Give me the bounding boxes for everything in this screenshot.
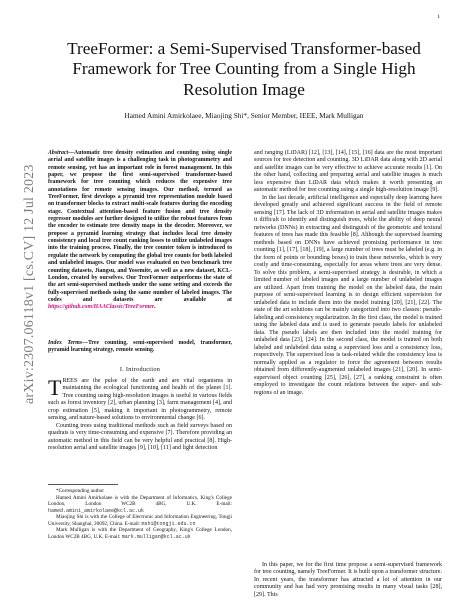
- code-link[interactable]: https://github.com/HAAClassic/TreeFormer: [48, 304, 155, 311]
- abstract-lead: Abstract: [48, 150, 69, 156]
- page-number: 1: [437, 14, 440, 20]
- footnote-author-3: Mark Mulligan is with the Department of Geography, King's College London, London WC2B 4BG, U.K. E-mail:: [48, 527, 232, 540]
- footnote-author-2: Miaojing Shi is with the College of Electronic and Information Engineering, Tongji University, Shanghai, 20092, China. E-mail:: [48, 514, 232, 527]
- footnote-corresponding: *Corresponding author: [56, 488, 104, 494]
- paper-authors: Hamed Amini Amirkolaee, Miaojing Shi*, Senior Member, IEEE, Mark Mulligan: [124, 111, 364, 120]
- email-2[interactable]: mshi@tongji.edu.cn: [141, 520, 196, 527]
- intro-paragraph-1: REES are the pulse of the earth and are vital organisms in maintaining the ecological functioning and health of the planet [1]. Tree counting using high-resolution images is useful in various fields such as forest inventory [2], urban planning [3], farm management [4], and crop estimation [5], making it important in photogrammetry, remote sensing, and nature-based solutions to environmental change [6].: [48, 378, 232, 422]
- paper-title: TreeFormer: a Semi-Supervised Transformer-based Framework for Tree Counting from a Single High Resolution Image: [67, 39, 421, 99]
- footnote-author-1: Hamed Amini Amirkolaee is with the Department of Informatics, King's College London, London WC2B 4BG, U.K. E-mail:: [48, 494, 232, 507]
- col2-paragraph-3: In this paper, we for the first time propose a semi-supervised framework for tree counting, namely TreeFormer. It is built upon a transformer structure. In recent years, the transformer has attracted a lot of attention in our community and has had very promising results in many visual tasks [28], [29]. This: [254, 562, 442, 598]
- section-heading: I. Introduction: [119, 366, 161, 373]
- footnotes: [48, 488, 232, 540]
- abstract-end: .: [154, 304, 156, 311]
- col2-paragraph-1: and ranging (LiDAR) [12], [13], [14], [15], [16] data are the most important sources for tree detection and counting. 3D LiDAR data along with 2D aerial and satellite images can be very effective to achieve accurate results [1]. On the other hand, collecting and preparing aerial and satellite images is much less expensive than LiDAR data which makes it worth presenting an automatic method for tree counting using a single high-resolution image [9].: [254, 150, 442, 194]
- email-1[interactable]: hamed.amini_amirkolaee@kcl.ac.uk: [48, 507, 145, 514]
- col2-paragraph-2: In the last decade, artificial intelligence and especially deep learning have developed greatly and achieved significant success in the field of remote sensing [17]. The lack of 3D information in aerial and satellite images makes it difficult to identify and distinguish trees, while the ability of deep neural networks (DNNs) in extracting and distinguish of the geometric and textural features of trees has made this feasible [8]. Although the supervised learning methods based on DNNs have achieved promising performance in tree counting [1], [17], [18], [19], a large number of trees must be labeled (e.g. in the form of points or bounding boxes) to train these networks, which is very costly and time-consuming, especially for areas where trees are very dense. To solve this problem, a semi-supervised strategy is desirable, in which a limited number of labeled images and a large number of unlabeled images are utilized. Apart from training the model on the labeled data, the main purpose of semi-supervised learning is to design efficient supervision for unlabeled data to include them into the model training [20], [21], [22]. The state of the art solutions can be mainly categorized into two classes: pseudo-labeling and consistency regularization. In the first class, the model is trained using the labeled data and is used to generate pseudo labels for unlabeled data. The pseudo labels are then included into the model training for unlabeled data [23], [24]. In the second class, the model is trained on both labeled and unlabeled data using a supervised loss and a consistency loss, respectively. The supervised loss is task-related while the consistency loss is normally applied as a regulator to force the agreement between results obtained from differently-augmented unlabeled images [21], [20]. In semi-supervised object counting [25], [26], [27], a ranking constraint is often employed to investigate the count relations between the super- and sub-regions of an image.: [254, 194, 442, 396]
- intro-body: [48, 375, 232, 453]
- abstract: [48, 150, 232, 312]
- right-column: [254, 150, 442, 397]
- index-terms-lead: Index Terms: [48, 340, 83, 346]
- index-terms-text: —Tree counting, semi-supervised model, transformer, pyramid learning strategy, remote sensing.: [48, 340, 232, 354]
- email-3[interactable]: mark.mulligan@kcl.ac.uk: [121, 533, 191, 540]
- intro-paragraph-2: Counting trees using traditional methods such as field surveys based on quadrats is very time-consuming and expensive [7]. Therefore providing an automatic method in this field can be very helpful and practical [8]. High-resolution aerial and satellite images [9], [10], [11] and light detection: [48, 422, 232, 452]
- footnote-rule: [48, 484, 118, 485]
- right-column-bottom: [254, 562, 442, 599]
- index-terms: [48, 340, 232, 355]
- arxiv-stamp: arXiv:2307.06118v1 [cs.CV] 12 Jul 2023: [22, 164, 37, 404]
- drop-cap: T: [48, 375, 62, 400]
- abstract-text: —Automatic tree density estimation and counting using single aerial and satellite images is a challenging task in photogrammetry and remote sensing, yet has an important role in forest management. In this paper, we propose the first semi-supervised transformer-based framework for tree counting which reduces the expensive tree annotations for remote sensing images. Our method, termed as TreeFormer, first develops a pyramid tree representation module based on transformer blocks to extract multi-scale features during the encoding stage. Contextual attention-based feature fusion and tree density regressor modules are further designed to utilize the robust features from the encoder to estimate tree density maps in the decoder. Moreover, we propose a pyramid learning strategy that includes local tree density consistency and local tree count ranking losses to utilize unlabeled images into the training process. Finally, the tree counter token is introduced to regulate the network by computing the global tree counts for both labeled and unlabeled images. Our model was evaluated on two benchmark tree counting datasets, Jiangsu, and Yosemite, as well as a new dataset, KCL-London, created by ourselves. Our TreeFormer outperforms the state of the art semi-supervised methods under the same setting and exceeds the fully-supervised methods using the same number of labeled images. The codes and datasets are available at: [48, 150, 232, 303]
